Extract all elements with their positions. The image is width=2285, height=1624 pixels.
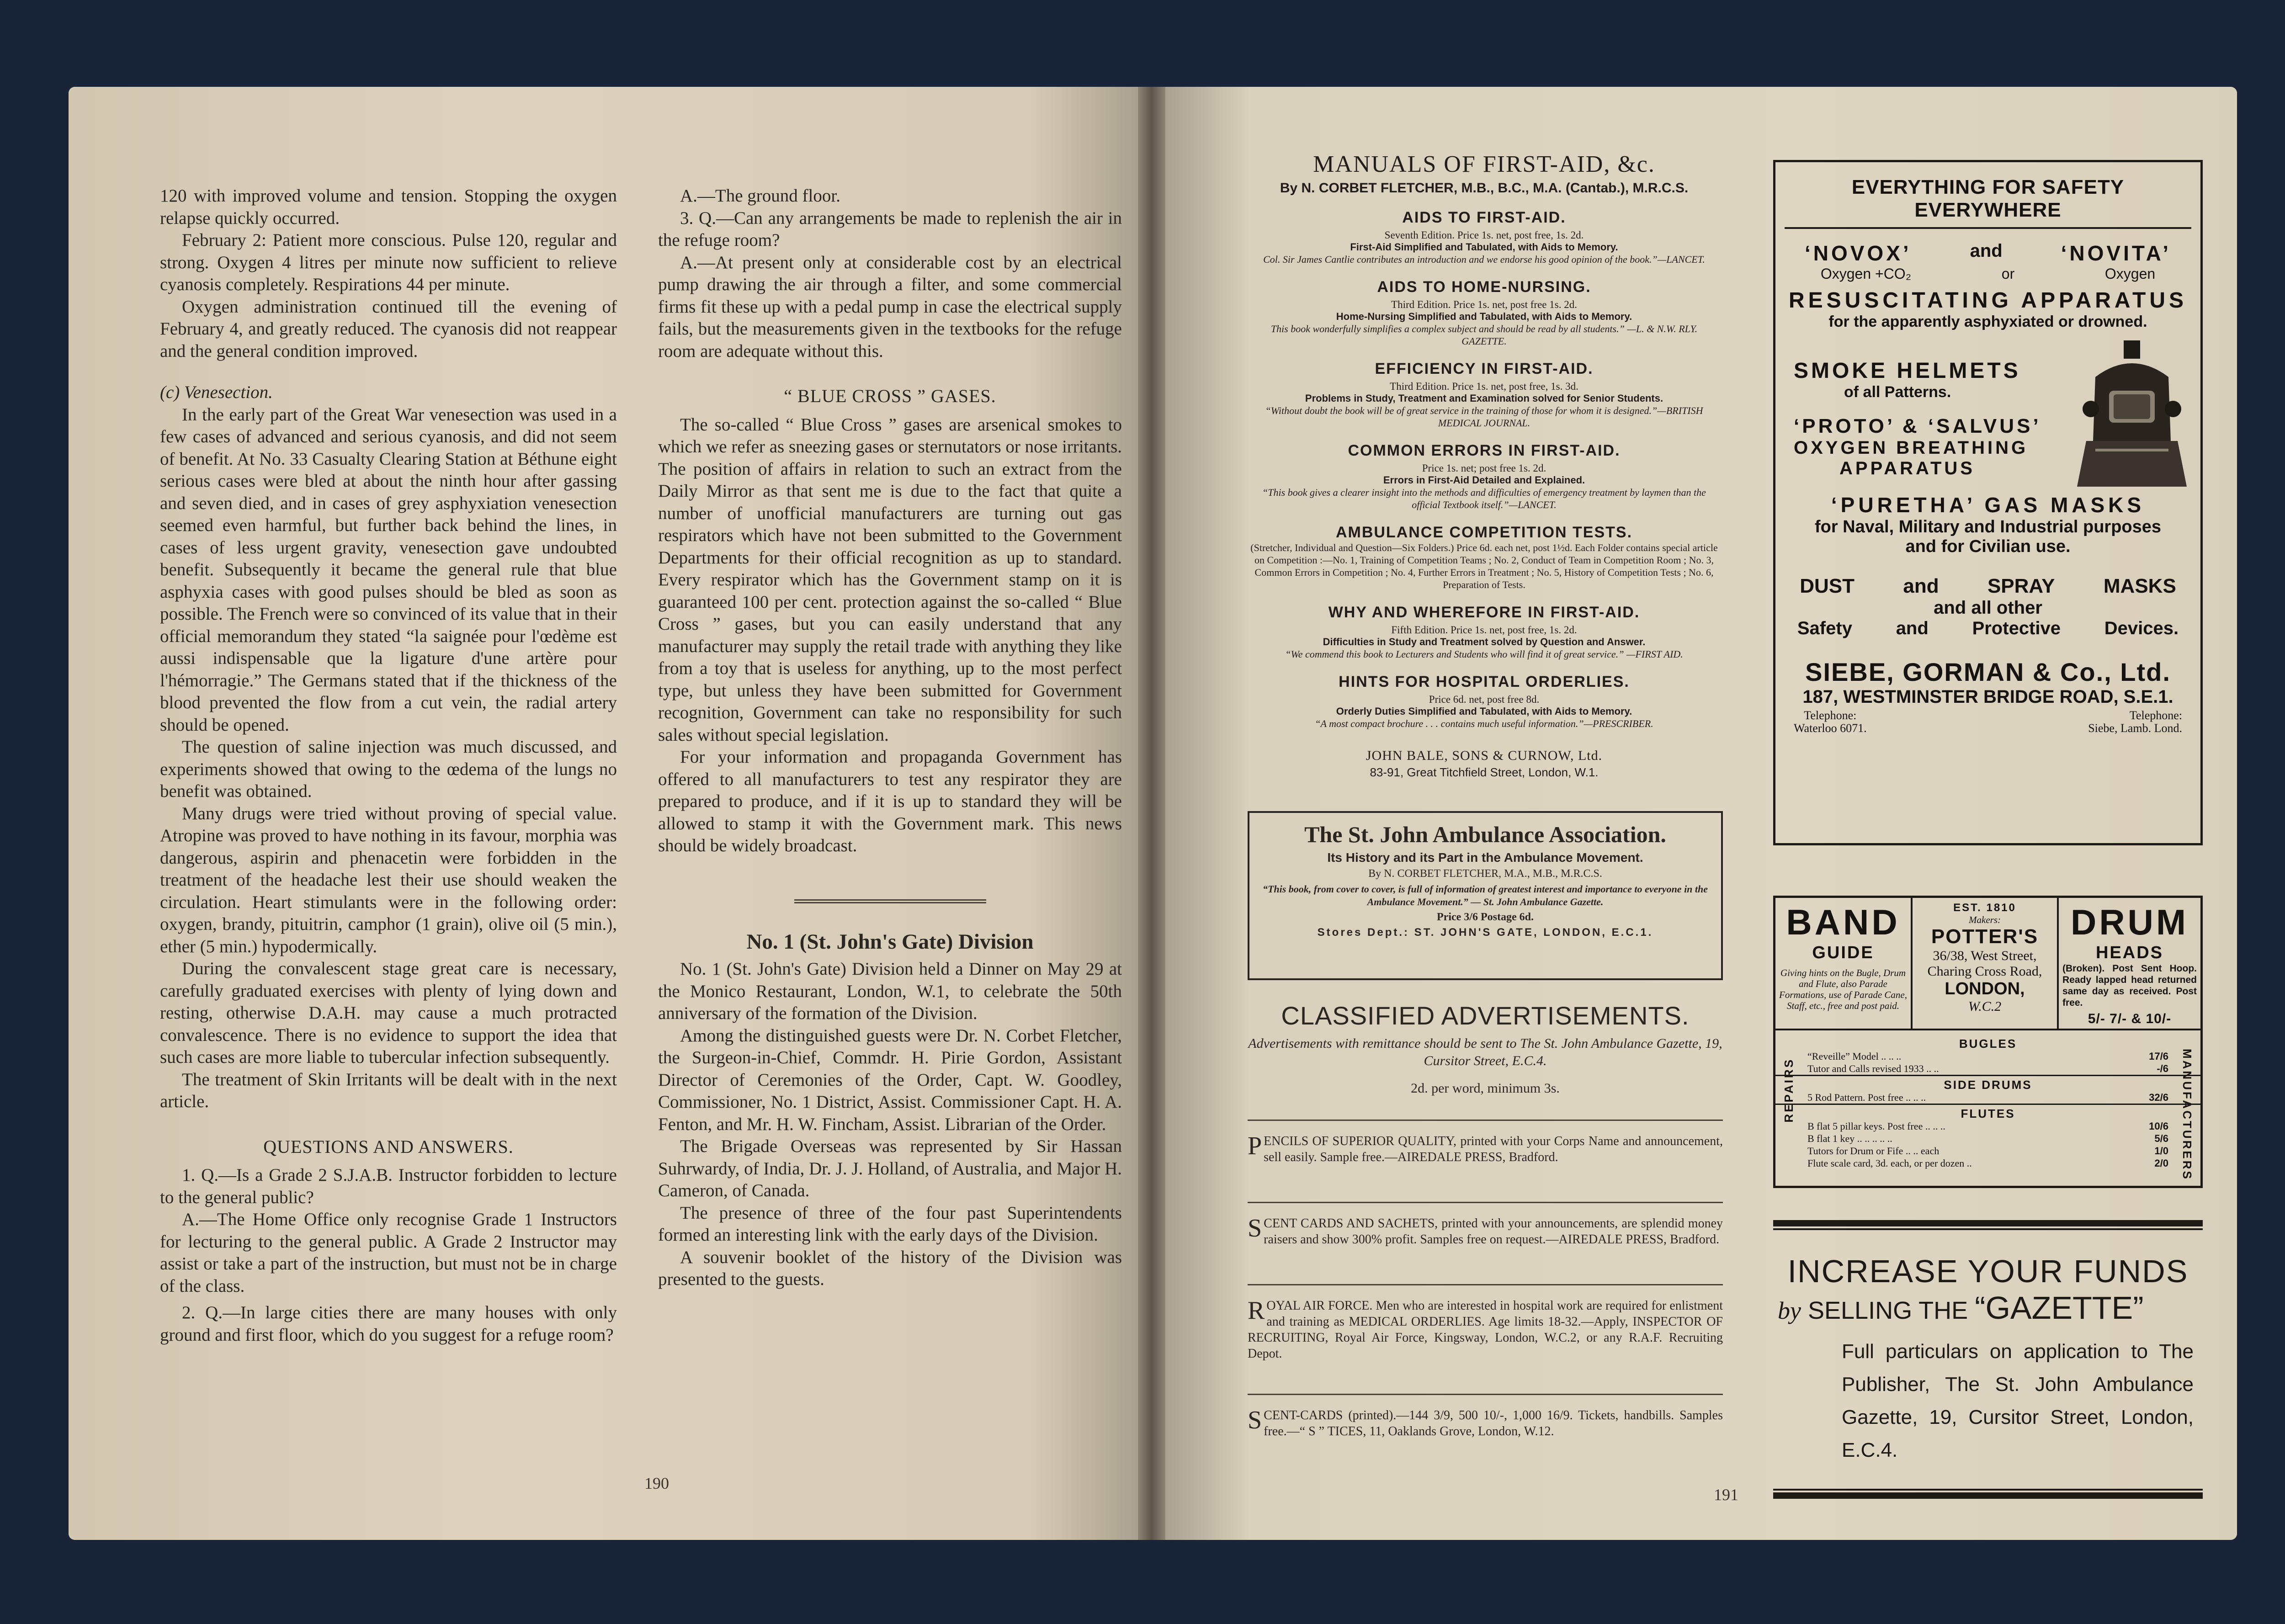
- price-line: [1807, 1050, 2168, 1062]
- established: EST. 1810: [1953, 902, 2016, 914]
- drop-cap: S: [1248, 1406, 1262, 1434]
- potters-name-cell: [1913, 898, 2059, 1029]
- item-label: Tutor and Calls revised 1933 .. ..: [1807, 1063, 1939, 1074]
- item-label: B flat 1 key .. .. .. .. ..: [1807, 1133, 1892, 1144]
- company-address: 187, WESTMINSTER BRIDGE ROAD, S.E.1.: [1802, 687, 2173, 707]
- drop-cap: S: [1248, 1214, 1262, 1242]
- book-subtitle: Errors in First-Aid Detailed and Explained.: [1383, 474, 1585, 486]
- book-review: “This book gives a clearer insight into the methods and difficulties of emergency treatment by laymen than the official Textbook itself.”—LANCET.: [1262, 487, 1706, 510]
- paragraph: The Brigade Overseas was represented by Sir Hassan Suhrwardy, of India, Dr. J. J. Holland, of Australia, and Major H. Cameron, of Canada.: [658, 1136, 1122, 1200]
- bugles-heading: BUGLES: [1959, 1037, 2017, 1051]
- classified-ad-text: OYAL AIR FORCE. Men who are interested in hospital work are required for enlistment and training as MEDICAL ORDERLIES. Age limits 18-32.—Apply, INSPECTOR OF RECRUITING, Royal Air Force, Kingsway, London, W.C.2, or any R.A.F. Recruiting Depot.: [1248, 1299, 1723, 1361]
- classified-ad: [1248, 1298, 1723, 1362]
- publisher-address: 83-91, Great Titchfield Street, London, W.1.: [1370, 765, 1599, 779]
- repairs-label: REPAIRS: [1782, 1058, 1796, 1123]
- potters-advert: [1773, 896, 2203, 1188]
- book-subtitle: Difficulties in Study and Treatment solved by Question and Answer.: [1323, 636, 1646, 647]
- book-title: COMMON ERRORS IN FIRST-AID.: [1348, 442, 1621, 459]
- price-line: [1807, 1120, 2168, 1132]
- item-label: B flat 5 pillar keys. Post free .. .. ..: [1807, 1120, 1945, 1132]
- book-entry: [1238, 604, 1730, 660]
- page-number: 190: [644, 1474, 669, 1492]
- classified-ad-text: ENCILS OF SUPERIOR QUALITY, printed with your Corps Name and announcement, sell easily. Sample free.—AIREDALE PRESS, Bradford.: [1264, 1134, 1723, 1164]
- association-subtitle: Its History and its Part in the Ambulance Movement.: [1327, 850, 1643, 865]
- smoke-helmets: SMOKE HELMETS: [1794, 359, 2021, 383]
- book-title: AIDS TO FIRST-AID.: [1402, 209, 1566, 226]
- divider: [1248, 1202, 1723, 1203]
- paragraph: February 2: Patient more conscious. Pulse 120, regular and strong. Oxygen 4 litres per minute now sufficient to relieve cyanosis completely. Respirations 44 per minute.: [160, 230, 617, 294]
- price-line: [1807, 1091, 2168, 1104]
- all-other-label: and all other: [1934, 598, 2042, 618]
- product-names: [1775, 241, 2200, 265]
- right-page: [1165, 87, 2237, 1540]
- drop-cap: R: [1248, 1296, 1265, 1325]
- book-subtitle: Orderly Duties Simplified and Tabulated, with Aids to Memory.: [1336, 706, 1632, 717]
- diving-helmet-icon: [2077, 340, 2187, 487]
- novita-sub: Oxygen: [2104, 265, 2156, 282]
- potters-address-1: 36/38, West Street,: [1933, 948, 2037, 963]
- book-entry: [1238, 524, 1730, 591]
- book-entry: [1238, 360, 1730, 429]
- book-subtitle: Problems in Study, Treatment and Examination solved for Senior Students.: [1305, 393, 1663, 404]
- gazette-headline: INCREASE YOUR FUNDS: [1787, 1253, 2189, 1289]
- potters-name: POTTER'S: [1931, 925, 2039, 948]
- classified-rate: 2d. per word, minimum 3s.: [1411, 1081, 1560, 1096]
- drop-cap: P: [1248, 1132, 1262, 1160]
- band-label: BAND: [1786, 902, 1900, 942]
- item-price: 1/0: [2154, 1145, 2168, 1157]
- price-line: [1807, 1132, 2168, 1145]
- classified-ad-text: CENT CARDS AND SACHETS, printed with your announcements, are splendid money raisers and show 300% profit. Samples free on request.—AIREDALE PRESS, Bradford.: [1264, 1216, 1723, 1247]
- telephone-2: [2088, 709, 2182, 735]
- paragraph: In the early part of the Great War venesection was used in a few cases of advanced and serious cyanosis, and did not seem of benefit. At No. 33 Casualty Clearing Station at Béthune eight serious cases were bled at about the ninth hour after gassing and seven died, and in cases of grey asphyxiation venesection seemed even harmful, but further back behind the lines, in cases of less urgent gravity, venesection gave undoubted benefit. Subsequently it became the general rule that blue asphyxia cases with good pulses should be bled as soon as possible. The French were so convinced of its value that in their official memorandum they stated “la saignée pour l'œdème est aussi indispensable que la ligature d'une artère pour l'hémorragie.” The Germans stated that if the thickness of the blood prevented the flow from a cut vein, the radial artery should be opened.: [160, 404, 617, 735]
- novox-label: ‘NOVOX’: [1804, 241, 1912, 265]
- paragraph: During the convalescent stage great care is necessary, carefully graduated exercises with plenty of lying down and resting, otherwise D.A.H. may cause a much protracted convalescence. There is no evidence to support the idea that such cases are more liable to tubercular infection subsequently.: [160, 959, 617, 1067]
- drums-heading: SIDE DRUMS: [1944, 1078, 2032, 1092]
- manuals-heading: MANUALS OF FIRST-AID, &c.: [1313, 151, 1655, 177]
- paragraph: Many drugs were tried without proving of special value. Atropine was proved to have nothing in its favour, morphia was dangerous, aspirin and phenacetin were forbidden in the treatment of the headache lest their use should weaken the circulation. Heart stimulants were in the following order: oxygen, brandy, pituitrin, camphor (1 grain), olive oil (5 min.), ether (5 min.) hypodermically.: [160, 803, 617, 956]
- section-divider: [794, 899, 986, 903]
- gazette-subheadline: [1773, 1290, 2203, 1326]
- section-heading-division: No. 1 (St. John's Gate) Division: [746, 929, 1034, 954]
- item-label: 5 Rod Pattern. Post free .. .. ..: [1807, 1092, 1926, 1103]
- section-heading-venesection: (c) Venesection.: [160, 382, 273, 402]
- qa-item: 3. Q.—Can any arrangements be made to replenish the air in the refuge room?: [658, 208, 1122, 250]
- page-number: 191: [1714, 1486, 1738, 1504]
- proto-salvus: ‘PROTO’ & ‘SALVUS’: [1794, 415, 2041, 437]
- association-title: The St. John Ambulance Association.: [1304, 822, 1666, 847]
- book-review: “Without doubt the book will be of great service in the training of those for whom it is designed.”—BRITISH MEDICAL JOURNAL.: [1265, 405, 1703, 429]
- item-price: 17/6: [2149, 1051, 2168, 1062]
- divider: [1248, 1120, 1723, 1121]
- telephone-label: Telephone:: [1804, 709, 1857, 722]
- drum-heads-cell: [2059, 898, 2200, 1029]
- price-list: [1775, 1030, 2200, 1186]
- book-title: AIDS TO HOME-NURSING.: [1377, 278, 1591, 296]
- paragraph: Among the distinguished guests were Dr. N. Corbet Fletcher, the Surgeon-in-Chief, Commdr. H. Pirie Gordon, Assistant Director of Ceremonies of the Order, Capt. W. Goodley, Commissioner, No. 1 District, Assist. Commissioner Capt. H. A. Fenton, and Mr. H. W. Fincham, Assist. Librarian of the Order.: [658, 1025, 1122, 1134]
- naval-line: for Naval, Military and Industrial purposes: [1814, 517, 2162, 536]
- telephone-1: [1794, 709, 1867, 735]
- safety-label: Safety: [1797, 618, 1852, 638]
- potters-london: LONDON,: [1945, 979, 2025, 998]
- apparatus-label: APPARATUS: [1839, 458, 1975, 478]
- all-other: [1775, 598, 2200, 618]
- dust-spray-row: [1775, 575, 2200, 598]
- resus-heading: RESUSCITATING APPARATUS: [1788, 288, 2187, 313]
- classified-ad: [1248, 1407, 1723, 1439]
- and-label: and: [1970, 241, 2003, 261]
- guide-text: Giving hints on the Bugle, Drum and Flute, also Parade Formations, use of Parade Cane, Staff, etc., free and post paid.: [1779, 967, 1907, 1011]
- dust-label: DUST: [1800, 575, 1855, 597]
- book-entry: [1238, 673, 1730, 730]
- left-page: [69, 87, 1138, 1540]
- qa-item: 2. Q.—In large cities there are many houses with only ground and first floor, which do you suggest for a refuge room?: [160, 1303, 617, 1345]
- divider: [1775, 1104, 2200, 1105]
- and-label: and: [1896, 618, 1929, 638]
- left-column-1: [160, 185, 617, 1346]
- safety-row: [1775, 618, 2200, 639]
- novita-label: ‘NOVITA’: [2061, 241, 2172, 265]
- association-author: By N. CORBET FLETCHER, M.A., M.B., M.R.C.S.: [1368, 868, 1602, 880]
- paragraph: No. 1 (St. John's Gate) Division held a Dinner on May 29 at the Monico Restaurant, London, W.1, to celebrate the 50th anniversary of the formation of the Division.: [658, 959, 1122, 1023]
- novox-sub: Oxygen +CO₂: [1820, 265, 1912, 282]
- association-book-advert: [1248, 811, 1723, 980]
- telegram-address: Siebe, Lamb. Lond.: [2088, 722, 2182, 735]
- left-column-2: [658, 185, 1122, 1291]
- classified-note: Advertisements with remittance should be sent to The St. John Ambulance Gazette, 19, Cursitor Street, E.C.4.: [1248, 1036, 1722, 1068]
- classified-ad: [1248, 1215, 1723, 1247]
- by-label: by: [1778, 1297, 1801, 1324]
- book-review: This book wonderfully simplifies a complex subject and should be read by all students.” —L. & N.W. RLY. GAZETTE.: [1270, 323, 1698, 347]
- masks-label: MASKS: [2103, 575, 2176, 597]
- heads-label: HEADS: [2095, 943, 2164, 962]
- association-dept: Stores Dept.: ST. JOHN'S GATE, LONDON, E.C.1.: [1317, 926, 1653, 939]
- band-guide-cell: [1775, 898, 1913, 1029]
- smoke-sub: of all Patterns.: [1844, 383, 1951, 401]
- classified-header: [1248, 1001, 1723, 1096]
- border-bar: [1773, 1489, 2203, 1499]
- book-review: “A most compact brochure . . . contains much useful information.”—PRESCRIBER.: [1315, 718, 1653, 729]
- item-price: 10/6: [2149, 1120, 2168, 1132]
- price-line: [1807, 1062, 2168, 1075]
- classified-title: CLASSIFIED ADVERTISEMENTS.: [1281, 1001, 1690, 1030]
- item-label: Tutors for Drum or Fife .. .. each: [1807, 1145, 1940, 1157]
- book-subtitle: Home-Nursing Simplified and Tabulated, with Aids to Memory.: [1336, 311, 1632, 322]
- divider: [1775, 1075, 2200, 1076]
- devices-label: Devices.: [2104, 618, 2179, 638]
- section-heading-qa: QUESTIONS AND ANSWERS.: [263, 1136, 514, 1157]
- item-price: 2/0: [2154, 1157, 2168, 1169]
- divider: [1248, 1284, 1723, 1285]
- qa-item: A.—At present only at considerable cost by an electrical pump drawing the air through a filter, and some commercial firms fit these up with a pedal pump in case the electrical supply fails, but the measurements given in the textbooks for the refuge room are adequate without this.: [658, 252, 1122, 361]
- book-subtitle: First-Aid Simplified and Tabulated, with Aids to Memory.: [1350, 241, 1618, 253]
- paragraph: For your information and propaganda Government has offered to all manufacturers to test any respirator they are prepared to produce, and if it is up to standard they will be allowed to stamp it with the Government mark. This news should be widely broadcast.: [658, 747, 1122, 855]
- and-label: and: [1903, 575, 1939, 597]
- makers-label: Makers:: [1969, 914, 2001, 925]
- item-price: 5/6: [2154, 1133, 2168, 1144]
- manuals-author: By N. CORBET FLETCHER, M.B., B.C., M.A. (Cantab.), M.R.C.S.: [1280, 180, 1689, 196]
- flutes-heading: FLUTES: [1961, 1107, 2015, 1120]
- ad-tagline: EVERYTHING FOR SAFETY EVERYWHERE: [1785, 167, 2191, 229]
- classified-ad: [1248, 1133, 1723, 1165]
- qa-item: 1. Q.—Is a Grade 2 S.J.A.B. Instructor forbidden to lecture to the general public?: [160, 1165, 617, 1207]
- book-title: HINTS FOR HOSPITAL ORDERLIES.: [1339, 673, 1630, 690]
- qa-item: A.—The ground floor.: [680, 186, 840, 206]
- paragraph: The treatment of Skin Irritants will be dealt with in the next article.: [160, 1069, 617, 1111]
- guide-label: GUIDE: [1812, 943, 1874, 962]
- paragraph: Oxygen administration continued till the evening of February 4, and greatly reduced. The cyanosis did not reappear and the general condition improved.: [160, 297, 617, 361]
- potters-postcode: W.C.2: [1968, 999, 2002, 1014]
- book-title: AMBULANCE COMPETITION TESTS.: [1335, 524, 1633, 541]
- spray-label: SPRAY: [1987, 575, 2055, 597]
- or-label: or: [2001, 265, 2015, 282]
- association-price: Price 3/6 Postage 6d.: [1437, 911, 1534, 923]
- paragraph: 120 with improved volume and tension. Stopping the oxygen relapse quickly occurred.: [160, 186, 617, 228]
- border-bar: [1773, 1220, 2203, 1230]
- divider: [1248, 1394, 1723, 1395]
- book-edition: Price 1s. net; post free 1s. 2d.: [1422, 462, 1546, 474]
- book-edition: Seventh Edition. Price 1s. net, post free, 1s. 2d.: [1384, 229, 1584, 241]
- potters-address-2: Charing Cross Road,: [1927, 964, 2042, 979]
- product-subs: [1775, 265, 2200, 282]
- siebe-gorman-advert: [1773, 160, 2203, 845]
- book-title: EFFICIENCY IN FIRST-AID.: [1375, 360, 1594, 377]
- paragraph: The question of saline injection was much discussed, and experiments showed that owing to the œdema of the lungs no benefit was obtained.: [160, 737, 617, 801]
- magazine-spread: [69, 87, 2237, 1540]
- book-edition: Third Edition. Price 1s. net, post free, 1s. 3d.: [1390, 381, 1578, 392]
- book-review: “We commend this book to Lecturers and Students who will find it of great service.” —FIRST AID.: [1285, 648, 1683, 660]
- heads-price: 5/- 7/- & 10/-: [2088, 1011, 2172, 1026]
- item-label: “Reveille” Model .. .. ..: [1807, 1051, 1902, 1062]
- oxygen-breathing: OXYGEN BREATHING: [1794, 438, 2029, 458]
- heads-text: (Broken). Post Sent Hoop. Ready lapped head returned same day as received. Post free.: [2062, 963, 2197, 1008]
- company-name: SIEBE, GORMAN & Co., Ltd.: [1805, 658, 2171, 686]
- book-gutter: [1138, 87, 1165, 1540]
- paragraph: The presence of three of the four past Superintendents formed an interesting link with the early days of the Division.: [658, 1203, 1122, 1245]
- association-review: “This book, from cover to cover, is full of information of greatest interest and importance to everyone in the Ambulance Movement.” — St. John Ambulance Gazette.: [1262, 883, 1708, 908]
- protective-label: Protective: [1972, 618, 2061, 638]
- publisher-name: JOHN BALE, SONS & CURNOW, Ltd.: [1366, 748, 1603, 763]
- book-edition: Fifth Edition. Price 1s. net, post free, 1s. 2d.: [1391, 624, 1577, 636]
- manuals-advert: [1238, 151, 1730, 780]
- gazette-body: Full particulars on application to The Publisher, The St. John Ambulance Gazette, 19, Cursitor Street, London, E.C.4.: [1842, 1340, 2194, 1461]
- book-edition: Price 6d. net, post free 8d.: [1429, 694, 1540, 705]
- book-edition: Third Edition. Price 1s. net, post free 1s. 2d.: [1391, 299, 1577, 310]
- item-label: Flute scale card, 3d. each, or per dozen ..: [1807, 1157, 1972, 1169]
- manufacturers-label: MANUFACTURERS: [2180, 1049, 2194, 1181]
- gazette-advert: [1773, 1220, 2203, 1513]
- resus-sub: for the apparently asphyxiated or drowned.: [1828, 313, 2147, 330]
- telephone-label: Telephone:: [2129, 709, 2182, 722]
- price-line: [1807, 1157, 2168, 1169]
- book-entry: [1238, 278, 1730, 347]
- item-price: 32/6: [2149, 1092, 2168, 1103]
- book-description: (Stretcher, Individual and Question—Six Folders.) Price 6d. each net, post 1½d. Each Folder contains special article on Competition :—No. 1, Training of Competition Teams ; No. 2, Conduct of Team in Competition Room ; No. 3, Common Errors in Competition ; No. 4, Further Errors in Treatment ; No. 5, History of Competition Tests ; No. 6, Preparation of Tests.: [1250, 542, 1718, 590]
- telephone-row: [1775, 707, 2200, 737]
- gazette-label: “GAZETTE”: [1975, 1290, 2144, 1326]
- book-title: WHY AND WHEREFORE IN FIRST-AID.: [1328, 604, 1640, 621]
- puretha-heading: ‘PURETHA’ GAS MASKS: [1831, 493, 2145, 517]
- book-review: Col. Sir James Cantlie contributes an introduction and we endorse his good opinion of the book.”—LANCET.: [1263, 254, 1705, 265]
- item-price: -/6: [2157, 1063, 2168, 1074]
- civilian-line: and for Civilian use.: [1905, 537, 2071, 556]
- paragraph: The so-called “ Blue Cross ” gases are arsenical smokes to which we refer as sneezing gases or sternutators or nose irritants. The position of affairs in relation to such an extract from the Daily Mirror as that sent me is due to the fact that quite a number of unofficial manufacturers are turning out gas respirators which have not been submitted to the Government Departments for their official recognition as up to standard. Every respirator which has the Government stamp on it is guaranteed 100 per cent. protection against the so-called “ Blue Cross ” gases, but you can easily understand that any manufacturer may supply the retail trade with anything they like from a toy that is useless for anything, up to the most perfect type, but unless they have been submitted for Government recognition, Government can take no responsibility for such sales without special legislation.: [658, 414, 1122, 745]
- section-heading-blue-cross: “ BLUE CROSS ” GASES.: [784, 386, 996, 406]
- price-line: [1807, 1145, 2168, 1157]
- selling-label: SELLING THE: [1807, 1297, 1968, 1324]
- qa-item: A.—The Home Office only recognise Grade 1 Instructors for lecturing to the general public. A Grade 2 Instructor may assist or take a part of the instruction, but must not be in charge of the class.: [160, 1210, 617, 1296]
- telephone-number: Waterloo 6071.: [1794, 722, 1867, 735]
- drum-label: DRUM: [2071, 902, 2189, 942]
- paragraph: A souvenir booklet of the history of the Division was presented to the guests.: [658, 1247, 1122, 1289]
- book-entry: [1238, 442, 1730, 511]
- book-entry: [1238, 209, 1730, 265]
- classified-ad-text: CENT-CARDS (printed).—144 3/9, 500 10/-, 1,000 16/9. Tickets, handbills. Samples free.—“ S ” TICES, 11, Oaklands Grove, London, W.12.: [1264, 1408, 1723, 1438]
